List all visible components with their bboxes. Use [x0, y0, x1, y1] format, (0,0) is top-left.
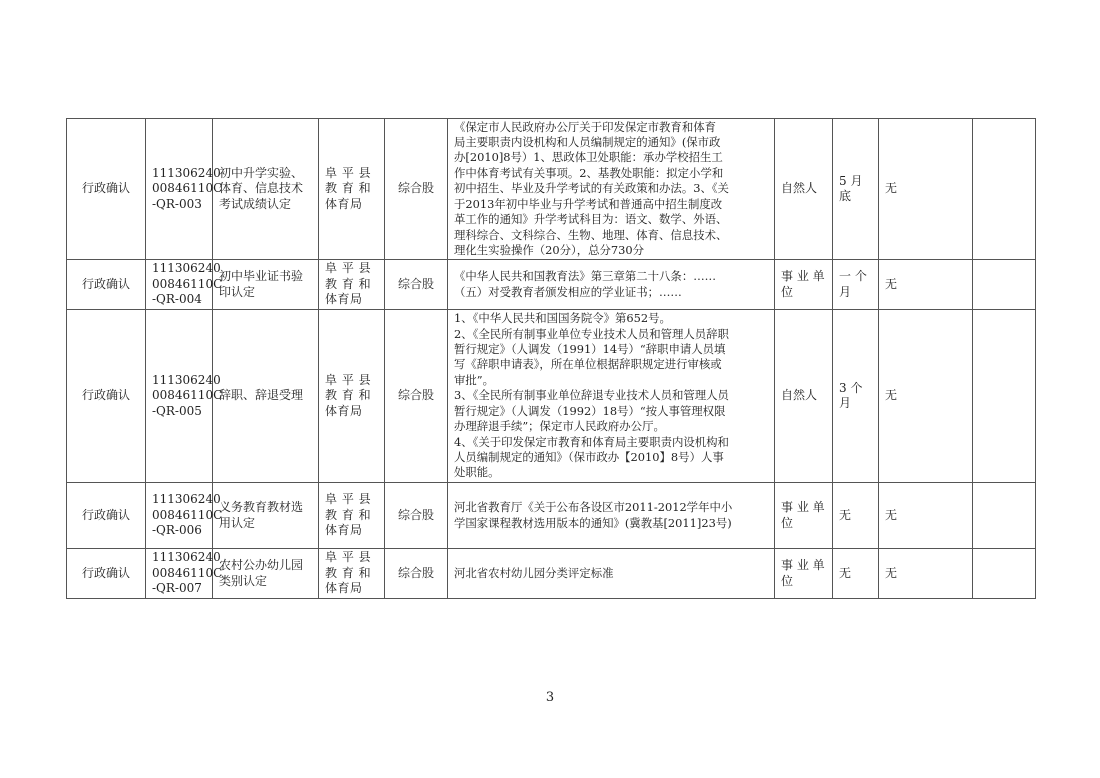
basis-cell — [448, 260, 775, 310]
type-cell: 行政确认 — [67, 119, 146, 260]
item-name-cell: 义务教育教材选用认定 — [213, 483, 319, 549]
basis-line: 办[2010]8号）1、思政体卫处职能：承办学校招生工 — [454, 150, 723, 165]
code-line: 00846110C — [152, 565, 223, 580]
basis-cell — [448, 310, 775, 483]
code-line: 00846110C — [152, 388, 223, 403]
org-line: 阜 平 县 — [325, 492, 372, 507]
basis-line: 1、《中华人民共和国国务院令》第652号。 — [454, 311, 671, 326]
object-cell: 事 业 单位 — [775, 549, 833, 599]
basis-cell — [448, 483, 775, 549]
type-cell: 行政确认 — [67, 483, 146, 549]
code-cell — [146, 483, 223, 549]
basis-line: 审批”。 — [454, 372, 494, 387]
dept-cell: 综合股 — [385, 310, 448, 483]
org-line: 阜 平 县 — [325, 261, 372, 276]
time-cell — [833, 310, 879, 483]
object-cell: 事 业 单位 — [775, 483, 833, 549]
code-line: 111306240 — [152, 372, 221, 387]
code-line: 111306240 — [152, 261, 221, 276]
org-line: 教 育 和 — [325, 507, 372, 522]
table-row — [67, 483, 1036, 549]
time-line: 月 — [839, 396, 852, 410]
fee-cell: 无 — [879, 260, 973, 310]
time-cell — [833, 260, 879, 310]
basis-line: 处职能。 — [454, 465, 500, 480]
table-row — [67, 260, 1036, 310]
basis-line: 《保定市人民政府办公厅关于印发保定市教育和体育 — [454, 119, 716, 134]
dept-cell: 综合股 — [385, 483, 448, 549]
dept-cell: 综合股 — [385, 260, 448, 310]
code-line: 00846110C — [152, 507, 223, 522]
basis-line: 于2013年初中毕业与升学考试和普通高中招生制度改 — [454, 196, 723, 211]
page-number: 3 — [545, 690, 555, 705]
item-name-cell: 农村公办幼儿园类别认定 — [213, 549, 319, 599]
basis-line: 河北省教育厅《关于公布各设区市2011-2012学年中小 — [454, 500, 733, 515]
org-cell — [319, 260, 385, 310]
basis-line: 革工作的通知》升学考试科目为：语文、数学、外语、 — [454, 212, 728, 227]
basis-cell — [448, 119, 775, 260]
basis-line: 2、《全民所有制事业单位专业技术人员和管理人员辞职 — [454, 326, 729, 341]
item-name-cell: 辞职、辞退受理 — [213, 310, 319, 483]
basis-line: 人员编制规定的通知》（保市政办【2010】8号）人事 — [454, 449, 724, 464]
type-cell: 行政确认 — [67, 549, 146, 599]
code-line: -QR-004 — [152, 292, 202, 307]
remark-cell — [973, 549, 1036, 599]
basis-line: 3、《全民所有制事业单位辞退专业技术人员和管理人员 — [454, 388, 729, 403]
table-row — [67, 549, 1036, 599]
basis-line: 暂行规定》（人调发（1992）18号）“按人事管理权限 — [454, 403, 726, 418]
type-cell: 行政确认 — [67, 310, 146, 483]
time-line: 一 个 — [839, 269, 867, 284]
code-line: 111306240 — [152, 550, 221, 565]
org-line: 体育局 — [325, 403, 363, 418]
object-cell: 事 业 单位 — [775, 260, 833, 310]
dept-cell: 综合股 — [385, 549, 448, 599]
time-cell — [833, 483, 879, 549]
org-line: 体育局 — [325, 581, 363, 596]
object-cell: 自然人 — [775, 310, 833, 483]
basis-line: （五）对受教育者颁发相应的学业证书；…… — [454, 284, 682, 299]
org-line: 教 育 和 — [325, 276, 372, 291]
org-cell — [319, 119, 385, 260]
code-cell — [146, 119, 223, 260]
basis-line: 《中华人民共和国教育法》第三章第二十八条：…… — [454, 269, 716, 284]
remark-cell — [973, 310, 1036, 483]
basis-line: 作中体育考试有关事项。2、基教处职能：拟定小学和 — [454, 165, 724, 180]
code-cell — [146, 549, 223, 599]
org-line: 教 育 和 — [325, 388, 372, 403]
org-cell — [319, 549, 385, 599]
item-name-cell: 初中升学实验、体育、信息技术考试成绩认定 — [213, 119, 319, 260]
org-line: 阜 平 县 — [325, 165, 372, 180]
org-line: 体育局 — [325, 523, 363, 538]
time-cell — [833, 119, 879, 260]
code-line: 00846110C — [152, 276, 223, 291]
basis-line: 理化生实验操作（20分），总分730分 — [454, 242, 645, 257]
basis-line: 理科综合、文科综合、生物、地理、体育、信息技术、 — [454, 227, 728, 242]
basis-line: 4、《关于印发保定市教育和体育局主要职责内设机构和 — [454, 434, 729, 449]
org-line: 教 育 和 — [325, 181, 372, 196]
code-line: -QR-005 — [152, 403, 202, 418]
org-line: 阜 平 县 — [325, 550, 372, 565]
code-cell — [146, 310, 223, 483]
table-row — [67, 119, 1036, 260]
org-cell — [319, 483, 385, 549]
table-body — [67, 119, 1036, 599]
basis-line: 河北省农村幼儿园分类评定标准 — [454, 565, 614, 580]
time-line: 无 — [839, 565, 852, 580]
basis-line: 初中招生、毕业及升学考试的有关政策和办法。3、《关 — [454, 181, 729, 196]
time-line: 3 个 — [839, 380, 863, 395]
time-line: 底 — [839, 189, 852, 203]
code-line: -QR-003 — [152, 196, 202, 211]
basis-line: 暂行规定》（人调发（1991）14号）“辞职申请人员填 — [454, 342, 726, 357]
fee-cell: 无 — [879, 119, 973, 260]
time-line: 月 — [839, 284, 852, 299]
time-line: 5 月 — [839, 173, 863, 188]
fee-cell: 无 — [879, 310, 973, 483]
code-line: 111306240 — [152, 492, 221, 507]
item-name-cell: 初中毕业证书验印认定 — [213, 260, 319, 310]
time-cell — [833, 549, 879, 599]
basis-line: 写《辞职申请表》，所在单位根据辞职规定进行审核或 — [454, 357, 722, 372]
remark-cell — [973, 119, 1036, 260]
code-line: 00846110C — [152, 181, 223, 196]
code-line: -QR-006 — [152, 523, 202, 538]
time-line: 无 — [839, 507, 852, 522]
org-cell — [319, 310, 385, 483]
org-line: 体育局 — [325, 292, 363, 307]
org-line: 教 育 和 — [325, 565, 372, 580]
fee-cell: 无 — [879, 483, 973, 549]
basis-cell — [448, 549, 775, 599]
org-line: 阜 平 县 — [325, 372, 372, 387]
org-line: 体育局 — [325, 196, 363, 211]
type-cell: 行政确认 — [67, 260, 146, 310]
remark-cell — [973, 483, 1036, 549]
code-cell — [146, 260, 223, 310]
basis-line: 局主要职责内设机构和人员编制规定的通知》(保市政 — [454, 135, 721, 150]
object-cell: 自然人 — [775, 119, 833, 260]
permissions-table — [66, 118, 1036, 599]
code-line: -QR-007 — [152, 581, 202, 596]
remark-cell — [973, 260, 1036, 310]
fee-cell: 无 — [879, 549, 973, 599]
table-row — [67, 310, 1036, 483]
basis-line: 学国家课程教材选用版本的通知》(冀教基[2011]23号) — [454, 515, 732, 530]
code-line: 111306240 — [152, 165, 221, 180]
dept-cell: 综合股 — [385, 119, 448, 260]
basis-line: 办理辞退手续”；保定市人民政府办公厅。 — [454, 419, 665, 434]
